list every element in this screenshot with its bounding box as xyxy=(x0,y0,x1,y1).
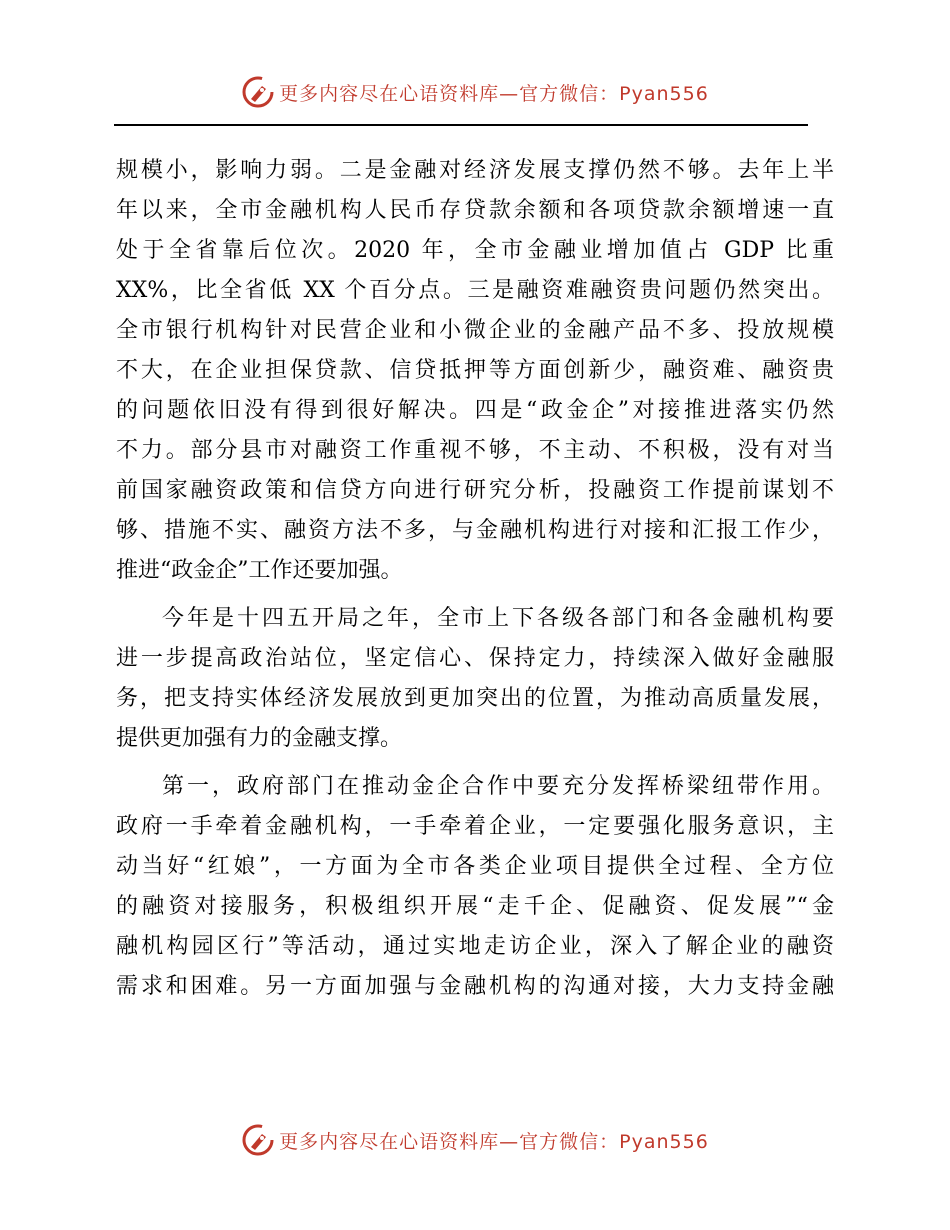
text-line: 全市银行机构针对民营企业和小微企业的金融产品不多、投放规模 xyxy=(116,318,834,343)
text-line: 动当好“红娘”，一方面为全市各类企业项目提供全过程、全方位 xyxy=(116,854,834,879)
text-line: 务，把支持实体经济发展放到更加突出的位置，为推动高质量发展， xyxy=(116,686,834,711)
paragraph-2 xyxy=(116,599,834,759)
text-line: 前国家融资政策和信贷方向进行研究分析，投融资工作提前谋划不 xyxy=(116,478,834,503)
pen-nib-logo-icon xyxy=(241,75,275,109)
text-line: 今年是十四五开局之年，全市上下各级各部门和各金融机构要 xyxy=(162,606,834,631)
header-banner xyxy=(0,72,950,112)
text-line: 规模小，影响力弱。二是金融对经济发展支撑仍然不够。去年上半 xyxy=(116,158,834,183)
paragraph-1 xyxy=(116,151,834,591)
text-line: XX%，比全省低 XX 个百分点。三是融资难融资贵问题仍然突出。 xyxy=(116,278,834,303)
text-line: 推进“政金企”工作还要加强。 xyxy=(116,558,403,583)
text-line: 的问题依旧没有得到很好解决。四是“政金企”对接推进落实仍然 xyxy=(116,398,834,423)
text-line: 需求和困难。另一方面加强与金融机构的沟通对接，大力支持金融 xyxy=(116,974,834,999)
text-line: 处于全省靠后位次。2020 年，全市金融业增加值占 GDP 比重 xyxy=(116,238,834,263)
text-line: 进一步提高政治站位，坚定信心、保持定力，持续深入做好金融服 xyxy=(116,646,834,671)
paragraph-3 xyxy=(116,767,834,1007)
text-line: 够、措施不实、融资方法不多，与金融机构进行对接和汇报工作少， xyxy=(116,518,834,543)
text-line: 政府一手牵着金融机构，一手牵着企业，一定要强化服务意识，主 xyxy=(116,814,834,839)
header-banner-text: 更多内容尽在心语资料库—官方微信：Pyan556 xyxy=(279,82,709,105)
text-line: 的融资对接服务，积极组织开展“走千企、促融资、促发展”“金 xyxy=(116,894,834,919)
text-line: 年以来，全市金融机构人民币存贷款余额和各项贷款余额增速一直 xyxy=(116,198,834,223)
pen-nib-logo-icon xyxy=(241,1123,275,1157)
text-line: 提供更加强有力的金融支撑。 xyxy=(116,726,403,751)
text-line: 融机构园区行”等活动，通过实地走访企业，深入了解企业的融资 xyxy=(116,934,834,959)
text-line: 第一，政府部门在推动金企合作中要充分发挥桥梁纽带作用。 xyxy=(162,774,834,799)
footer-banner xyxy=(0,1120,950,1160)
text-line: 不大，在企业担保贷款、信贷抵押等方面创新少，融资难、融资贵 xyxy=(116,358,834,383)
header-divider xyxy=(114,124,808,126)
document-body xyxy=(116,151,834,1007)
footer-banner-text: 更多内容尽在心语资料库—官方微信：Pyan556 xyxy=(279,1130,709,1153)
text-line: 不力。部分县市对融资工作重视不够，不主动、不积极，没有对当 xyxy=(116,438,834,463)
